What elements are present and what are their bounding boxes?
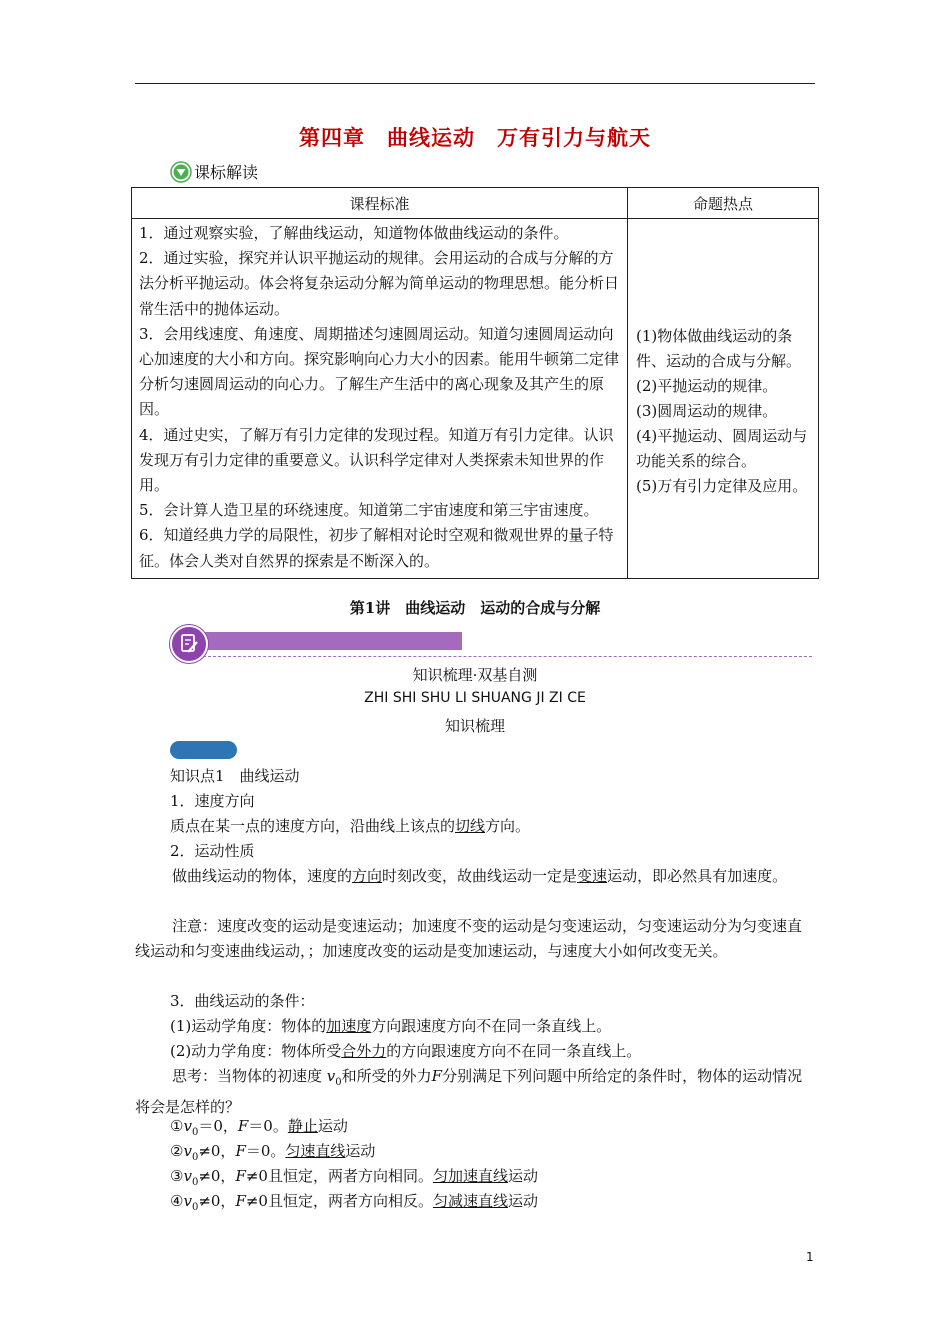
text-run: 方向。 <box>485 817 531 835</box>
banner-bar <box>178 632 462 650</box>
kp1-title: 知识点1 曲线运动 <box>170 767 300 785</box>
page-number: 1 <box>806 1250 814 1264</box>
curriculum-table <box>131 187 819 579</box>
blank-answer: 静止 <box>287 1117 318 1135</box>
standard-item: 4．通过史实，了解万有引力定律的发现过程。知道万有引力定律。认识发现万有引力定律的重要意义。认识科学定律对人类探索未知世界的作用。 <box>139 425 614 495</box>
text-run: 运动 <box>317 1117 348 1135</box>
banner-dashed-line <box>178 656 812 657</box>
standard-item: 1．通过观察实验，了解曲线运动，知道物体做曲线运动的条件。 <box>139 224 569 242</box>
blank-answer: 切线 <box>455 817 486 835</box>
blank-answer: 方向 <box>352 867 383 885</box>
text-run: (1)运动学角度：物体的 <box>170 1017 327 1035</box>
case-number: ③ <box>170 1167 184 1185</box>
kp1-cond-1 <box>170 1014 850 1039</box>
text-run: 运动 <box>345 1142 376 1160</box>
header-hotspots: 命题热点 <box>628 188 819 219</box>
blank-answer: 变速 <box>577 867 608 885</box>
hotspot-item: (5)万有引力定律及应用。 <box>636 477 808 495</box>
subscript: 0 <box>191 1202 199 1213</box>
var-v: v <box>326 1067 336 1085</box>
triangle-down-icon <box>170 161 192 183</box>
text-run: ≠0且恒定，两者方向相反。 <box>245 1192 433 1210</box>
subscript: 0 <box>335 1077 342 1088</box>
text-run: 和所受的外力 <box>341 1067 432 1085</box>
text-run: 做曲线运动的物体，速度的 <box>172 867 353 885</box>
text-run: ≠0， <box>198 1167 236 1185</box>
header-standards: 课程标准 <box>132 188 628 219</box>
var-f: F <box>235 1142 246 1160</box>
var-v: v <box>183 1192 192 1210</box>
standard-item: 5．会计算人造卫星的环绕速度。知道第二宇宙速度和第三宇宙速度。 <box>139 501 599 520</box>
table-row <box>132 219 819 579</box>
text-run: 时刻改变，故曲线运动一定是 <box>382 867 578 885</box>
case-number: ① <box>170 1117 184 1135</box>
blank-answer: 匀加速直线 <box>432 1167 508 1185</box>
blank-answer: 合外力 <box>341 1042 387 1060</box>
hotspots-cell <box>628 219 819 579</box>
kp1-s1-title: 1．速度方向 <box>170 792 255 810</box>
section-label-text: 课标解读 <box>194 163 259 182</box>
text-run: ＝0。 <box>245 1142 286 1160</box>
text-run: 运动 <box>508 1167 539 1185</box>
var-f: F <box>235 1192 246 1210</box>
case-number: ④ <box>170 1192 184 1210</box>
var-v: v <box>183 1142 192 1160</box>
blue-pill-marker <box>170 741 237 759</box>
kp1-s2-title: 2．运动性质 <box>170 842 255 860</box>
blank-answer: 匀减速直线 <box>432 1192 508 1210</box>
text-run: ≠0且恒定，两者方向相同。 <box>245 1167 433 1185</box>
kp1-cond-2 <box>170 1039 850 1064</box>
text-run: 运动，即必然具有加速度。 <box>607 867 788 885</box>
hotspot-item: (1)物体做曲线运动的条件、运动的合成与分解。 <box>636 327 802 370</box>
text-run: 的方向跟速度方向不在同一条直线上。 <box>386 1042 642 1060</box>
banner-subtitle: 知识梳理 <box>444 717 505 735</box>
kp1-s1-text <box>170 814 850 839</box>
text-run: 分别满足下列问题中所给定的条件时，物体的运动情况将会是怎样的？ <box>135 1067 803 1116</box>
hotspot-item: (2)平抛运动的规律。 <box>636 377 778 395</box>
standard-item: 2．通过实验，探究并认识平抛运动的规律。会用运动的合成与分解的方法分析平抛运动。体会将复杂运动分解为简单运动的物理思想。能分析日常生活中的抛体运动。 <box>139 249 620 318</box>
text-run: 运动 <box>508 1192 539 1210</box>
table-header-row <box>132 188 819 219</box>
notebook-pen-icon <box>172 627 206 661</box>
subscript: 0 <box>191 1152 199 1163</box>
lesson-title: 第1讲 曲线运动 运动的合成与分解 <box>349 599 601 617</box>
var-f: F <box>235 1167 246 1185</box>
standard-item: 3．会用线速度、角速度、周期描述匀速圆周运动。知道匀速圆周运动向心加速度的大小和方向。探究影响向心力大小的因素。能用牛顿第二定律分析匀速圆周运动的向心力。了解生产生活中的离心现象及其产生的原因。 <box>139 324 620 419</box>
subscript: 0 <box>191 1127 199 1138</box>
kp1-think <box>135 1064 815 1120</box>
hotspot-item: (4)平抛运动、圆周运动与功能关系的综合。 <box>636 427 808 470</box>
case-number: ② <box>170 1142 184 1160</box>
var-v: v <box>183 1167 192 1185</box>
var-f: F <box>237 1117 249 1135</box>
hotspot-item: (3)圆周运动的规律。 <box>636 402 778 420</box>
section-banner <box>170 625 820 665</box>
section-label <box>170 160 258 183</box>
blank-answer: 加速度 <box>326 1017 372 1035</box>
chapter-title: 第四章 曲线运动 万有引力与航天 <box>299 126 651 150</box>
text-run: ＝0， <box>198 1117 238 1135</box>
text-run: 方向跟速度方向不在同一条直线上。 <box>371 1017 612 1035</box>
text-run: ≠0， <box>198 1142 236 1160</box>
text-run: (2)动力学角度：物体所受 <box>170 1042 342 1060</box>
blank-answer: 匀速直线 <box>285 1142 346 1160</box>
banner-pinyin: ZHI SHI SHU LI SHUANG JI ZI CE <box>364 690 586 706</box>
var-v: v <box>183 1117 192 1135</box>
subscript: 0 <box>191 1177 199 1188</box>
top-rule <box>135 83 815 84</box>
banner-circle <box>170 625 208 663</box>
text-run: ≠0， <box>198 1192 236 1210</box>
standard-item: 6．知道经典力学的局限性，初步了解相对论时空观和微观世界的量子特征。体会人类对自然界的探索是不断深入的。 <box>139 526 614 570</box>
case-item <box>170 1189 850 1220</box>
banner-title: 知识梳理·双基自测 <box>412 666 538 684</box>
text-run: 质点在某一点的速度方向，沿曲线上该点的 <box>170 817 456 835</box>
standards-cell <box>132 219 628 579</box>
var-f: F <box>431 1067 443 1085</box>
kp1-s3-title: 3．曲线运动的条件： <box>170 992 315 1010</box>
kp1-s2-text <box>135 864 815 889</box>
text-run: ＝0。 <box>248 1117 288 1135</box>
text-run: 思考：当物体的初速度 <box>172 1067 327 1085</box>
kp1-note: 注意：速度改变的运动是变速运动；加速度不变的运动是匀变速运动，匀变速运动分为匀变速直线运动和匀变速曲线运动，；加速度改变的运动是变加速运动，与速度大小如何改变无关。 <box>135 917 803 960</box>
